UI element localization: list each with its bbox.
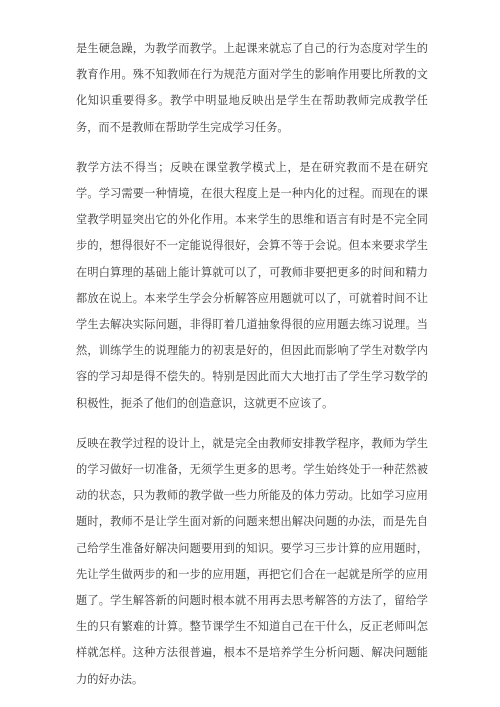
paragraph: 教学方法不得当；反映在课堂教学模式上，是在研究教而不是在研究学。学习需要一种情境，在很大程度上是一种内化的过程。而现在的课堂教学明显突出它的外化作用。本来学生的思维和语言有时是不完全同步的，想得很好不一定能说得很好，会算不等于会说。但本来要求学生在明白算理的基础上能计算就可以了，可教师非要把更多的时间和精力都放在说上。本来学生学会分析解答应用题就可以了，可就着时间不让学生去解决实际问题，非得盯着几道抽象得很的应用题去练习说理。当然，训练学生的说理能力的初衷是好的，但因此而影响了学生对数学内容的学习却是得不偿失的。特别是因此而大大地打击了学生学习数学的积极性，扼杀了他们的创造意识，这就更不应该了。: [76, 160, 428, 410]
paragraph: 反映在教学过程的设计上，就是完全由教师安排教学程序，教师为学生的学习做好一切准备，无须学生更多的思考。学生始终处于一种茫然被动的状态，只为教师的教学做一些力所能及的体力劳动。比如学习应用题时，教师不是让学生面对新的问题来想出解决问题的办法，而是先自己给学生准备好解决问题要用到的知识。要学习三步计算的应用题时，先让学生做两步的和一步的应用题，再把它们合在一起就是所学的应用题了。学生解答新的问题时根本就不用再去思考解答的方法了，留给学生的只有繁难的计算。整节课学生不知道自己在干什么，反正老师叫怎样就怎样。这种方法很普遍，根本不是培养学生分析问题、解决问题能力的好办法。: [76, 436, 428, 686]
paragraph: 是生硬急躁，为教学而教学。上起课来就忘了自己的行为态度对学生的教育作用。殊不知教师在行为规范方面对学生的影响作用要比所教的文化知识重要得多。教学中明显地反映出是学生在帮助教师完成教学任务，而不是教师在帮助学生完成学习任务。: [76, 42, 428, 134]
document-body: [76, 36, 428, 707]
